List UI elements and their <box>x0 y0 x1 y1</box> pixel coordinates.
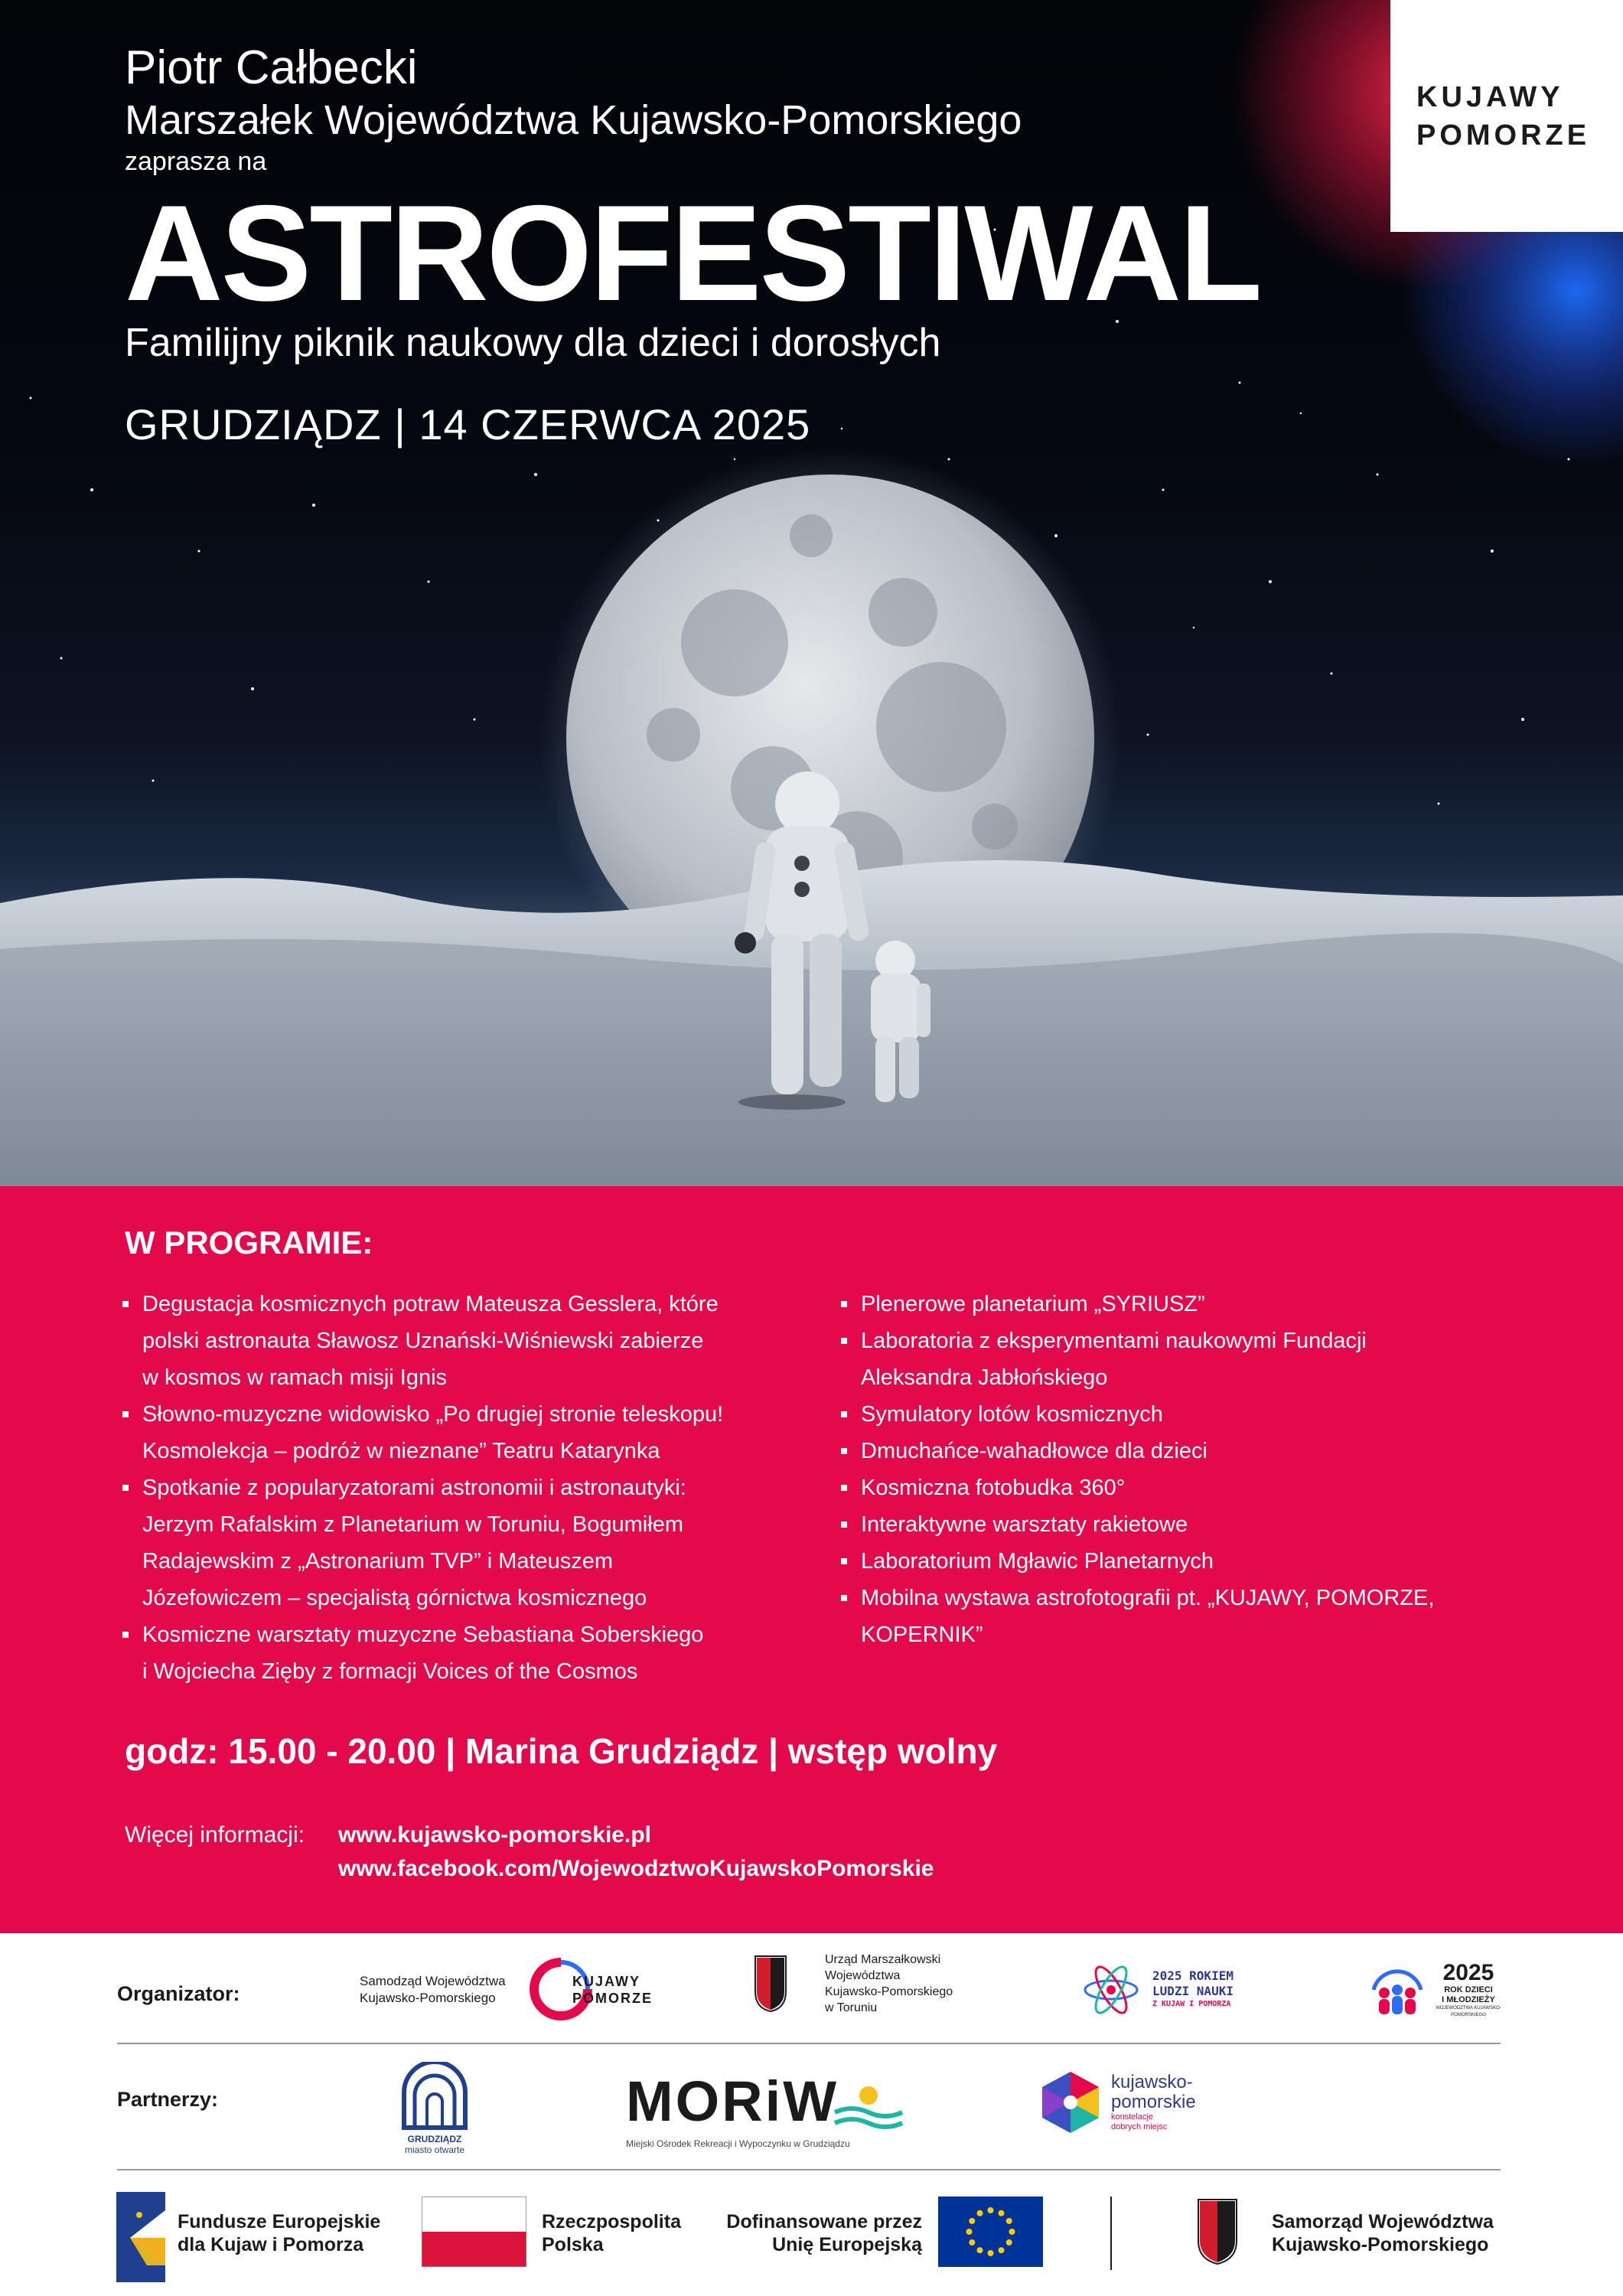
event-title: ASTROFESTIWAL <box>125 177 1260 329</box>
sun-waves-icon <box>830 2083 907 2129</box>
partner-grudziadz-line-1: GRUDZIĄDZ <box>407 2134 462 2144</box>
footer-divider-1 <box>117 2043 1501 2044</box>
org-samorzad-text <box>360 1973 506 2007</box>
constellation-hexagon-icon <box>1038 2069 1103 2135</box>
program-section <box>0 1186 1623 1933</box>
eu-flag-icon <box>938 2197 1043 2267</box>
list-item-continued <box>121 1506 810 1543</box>
list-item-continued <box>121 1433 810 1469</box>
list-item: Interaktywne warsztaty rakietowe <box>839 1506 1528 1543</box>
list-item: Symulatory lotów kosmicznych <box>839 1396 1528 1433</box>
org-rok-dzieci-line-2: ROK DZIECI <box>1444 1985 1493 1994</box>
samorzad-coat-of-arms-icon <box>1197 2198 1238 2265</box>
list-item-text: Jerzym Rafalskim z Planetarium w Toruniu, Bogumiłem <box>142 1512 683 1537</box>
list-item-continued <box>121 1653 810 1690</box>
program-list-right <box>839 1286 1528 1653</box>
host-title: Marszałek Województwa Kujawsko-Pomorskiego <box>125 97 1022 143</box>
org-urzad-line-2: Województwa <box>825 1969 901 1982</box>
footer-divider-2 <box>117 2169 1501 2170</box>
list-item-continued <box>121 1359 810 1396</box>
samorzad-line-1: Samorząd Województwa <box>1272 2211 1494 2232</box>
list-item: Słowno-muzyczne widowisko „Po drugiej stronie teleskopu! <box>121 1396 810 1433</box>
eu-cofunded-line-1: Dofinansowane przez <box>726 2211 922 2232</box>
event-hours-venue: godz: 15.00 - 20.00 | Marina Grudziądz | wstęp wolny <box>125 1731 998 1771</box>
eu-funds-flag-icon <box>116 2192 165 2282</box>
list-item: Degustacja kosmicznych potraw Mateusza Gesslera, które <box>121 1286 810 1322</box>
footer-section <box>0 1933 1623 2296</box>
org-rok-nauki-line-2: LUDZI NAUKI <box>1152 1984 1234 1998</box>
org-samorzad-line-2: Kujawsko-Pomorskiego <box>360 1991 496 2005</box>
website-link[interactable]: www.kujawsko-pomorskie.pl <box>338 1822 651 1848</box>
eu-cofunded-line-2: Unię Europejską <box>772 2234 922 2255</box>
org-rok-nauki-line-1: 2025 ROKIEM <box>1152 1968 1234 1983</box>
partner-moriw-logo: MORiW <box>626 2069 839 2133</box>
list-item-text: KOPERNIK” <box>861 1623 983 1647</box>
org-urzad-line-1: Urząd Marszałkowski <box>825 1953 941 1966</box>
list-item-continued <box>121 1543 810 1580</box>
poland-flag-icon <box>422 2197 526 2267</box>
org-urzad-line-4: w Toruniu <box>825 2001 878 2014</box>
partner-grudziadz-text <box>390 2134 479 2155</box>
eu-funds-line-2: dla Kujaw i Pomorza <box>178 2234 364 2255</box>
org-samorzad-line-1: Samodząd Województwa <box>360 1974 506 1988</box>
brand-line-2: POMORZE <box>1416 119 1591 152</box>
eu-cofunded-text <box>725 2210 922 2256</box>
eu-funds-line-1: Fundusze Europejskie <box>178 2211 381 2232</box>
org-rok-dzieci-line-3: I MŁODZIEŻY <box>1442 1995 1495 2004</box>
list-item-text: polski astronauta Sławosz Uznański-Wiśniewski zabierze <box>142 1329 704 1353</box>
partner-konstelacje-line-3: konstelacje <box>1111 2112 1154 2122</box>
org-kujawy-pomorze-logo <box>572 1973 653 2007</box>
org-rok-dzieci-line-1: 2025 <box>1442 1960 1494 1985</box>
invite-text: zaprasza na <box>125 147 267 176</box>
list-item-text: Kosmolekcja – podróż w nieznane” Teatru Katarynka <box>142 1439 660 1463</box>
partners-label: Partnerzy: <box>117 2088 219 2111</box>
list-item-continued <box>121 1322 810 1359</box>
samorzad-text <box>1272 2210 1494 2256</box>
list-item-continued <box>839 1359 1528 1396</box>
partner-grudziadz-line-2: miasto otwarte <box>404 2144 465 2155</box>
org-rok-dzieci-line-4: WOJEWÓDZTWA KUJAWSKO-POMORSKIEGO <box>1436 2006 1501 2017</box>
funding-separator <box>1110 2197 1112 2270</box>
poland-line-1: Rzeczpospolita <box>542 2211 681 2232</box>
event-subtitle: Familijny piknik naukowy dla dzieci i dorosłych <box>125 321 941 365</box>
coat-of-arms-icon <box>754 1955 787 2013</box>
list-item-text: w kosmos w ramach misji Ignis <box>142 1365 448 1390</box>
event-location-date: GRUDZIĄDZ | 14 CZERWCA 2025 <box>125 400 811 448</box>
atom-icon <box>1082 1961 1140 2019</box>
org-rok-dzieci-text <box>1434 1961 1503 2019</box>
list-item-text: Radajewskim z „Astronarium TVP” i Mateuszem <box>142 1549 614 1574</box>
more-info-label: Więcej informacji: <box>125 1822 305 1848</box>
org-kp-line-1: KUJAWY <box>572 1974 641 1989</box>
poland-text <box>542 2210 681 2256</box>
partner-konstelacje-line-2: pomorskie <box>1111 2092 1196 2112</box>
list-item: Kosmiczne warsztaty muzyczne Sebastiana Soberskiego <box>121 1616 810 1653</box>
org-rok-nauki-text <box>1152 1968 1234 2010</box>
program-list-left <box>121 1286 810 1690</box>
org-rok-nauki-line-3: Z KUJAW I POMORZA <box>1152 2000 1231 2008</box>
list-item: Spotkanie z popularyzatorami astronomii i astronautyki: <box>121 1469 810 1506</box>
program-heading: W PROGRAMIE: <box>125 1225 373 1261</box>
list-item: Plenerowe planetarium „SYRIUSZ” <box>839 1286 1528 1322</box>
list-item: Dmuchańce-wahadłowce dla dzieci <box>839 1433 1528 1469</box>
list-item: Kosmiczna fotobudka 360° <box>839 1469 1528 1506</box>
partner-konstelacje-line-1: kujawsko- <box>1111 2072 1193 2092</box>
eu-funds-text <box>178 2210 380 2256</box>
org-urzad-text <box>825 1952 953 2016</box>
org-urzad-line-3: Kujawsko-Pomorskiego <box>825 1985 953 1998</box>
host-name: Piotr Całbecki <box>125 41 418 94</box>
list-item-continued <box>121 1580 810 1616</box>
brand-line-1: KUJAWY <box>1416 80 1564 113</box>
org-kp-line-2: POMORZE <box>572 1991 653 2006</box>
list-item: Laboratoria z eksperymentami naukowymi Fundacji <box>839 1322 1528 1359</box>
grudziadz-gate-icon <box>398 2062 471 2131</box>
partner-moriw-caption: Miejski Ośrodek Rekreacji i Wypoczynku w Grudziądzu <box>626 2138 850 2149</box>
list-item-text: Aleksandra Jabłońskiego <box>861 1365 1108 1390</box>
children-figures-icon <box>1367 1962 1427 2016</box>
list-item-text: i Wojciecha Zięby z formacji Voices of the Cosmos <box>142 1659 638 1684</box>
samorzad-line-2: Kujawsko-Pomorskiego <box>1272 2234 1489 2255</box>
poland-line-2: Polska <box>542 2234 604 2255</box>
kujawy-pomorze-brand-logo <box>1390 0 1623 232</box>
list-item-text: Józefowiczem – specjalistą górnictwa kosmicznego <box>142 1586 647 1610</box>
list-item: Mobilna wystawa astrofotografii pt. „KUJAWY, POMORZE, <box>839 1580 1528 1616</box>
list-item: Laboratorium Mgławic Planetarnych <box>839 1543 1528 1580</box>
facebook-link[interactable]: www.facebook.com/WojewodztwoKujawskoPomorskie <box>338 1856 934 1881</box>
list-item-continued <box>839 1616 1528 1653</box>
partner-konstelacje-line-4: dobrych miejsc <box>1111 2122 1168 2131</box>
organizer-label: Organizator: <box>117 1982 240 2005</box>
partner-konstelacje-text <box>1111 2073 1196 2132</box>
